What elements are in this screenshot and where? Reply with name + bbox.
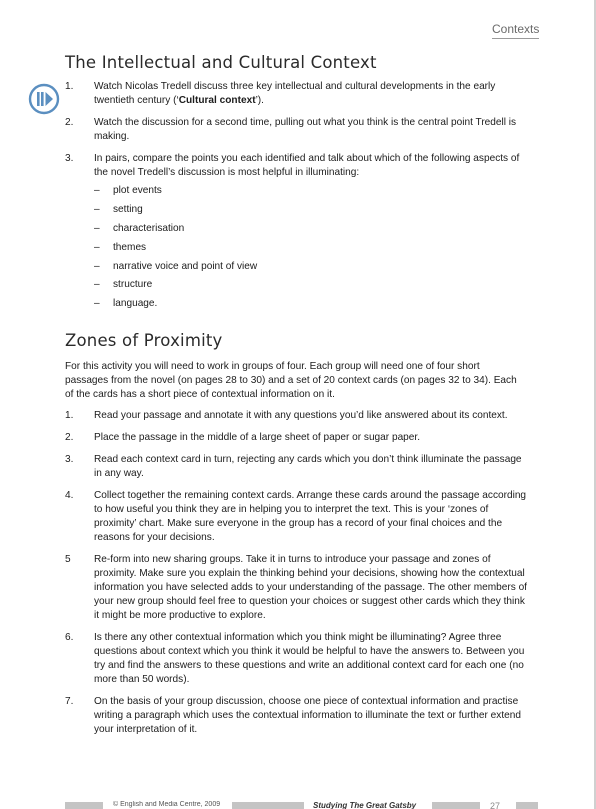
video-link-cultural-context[interactable]: Cultural context: [178, 95, 256, 106]
cultural-context-steps: [65, 80, 530, 319]
list-item: 6. Is there any other contextual information which you think might be illuminating? Agree three questions about context which you think it would be helpful to have the answers to. Between you try and find the answers to these questions and write an additional context card for each one (no more than 50 words).: [65, 632, 525, 685]
aspects-list: [94, 184, 530, 311]
page-number: 27: [490, 801, 501, 809]
section-heading-cultural-context: The Intellectual and Cultural Context: [65, 53, 377, 72]
zones-intro: For this activity you will need to work in groups of four. Each group will need one of four short passages from the novel (on pages 28 to 30) and a set of 20 context cards (on pages 32 to 34). Each of the cards has a short piece of contextual information on it.: [65, 361, 517, 400]
aspect-item: – plot events: [94, 185, 162, 196]
footer-title: Studying The Great Gatsby: [313, 801, 417, 809]
section-tag: Contexts: [492, 22, 539, 39]
zones-steps: [65, 409, 530, 745]
list-item: 1. Read your passage and annotate it with any questions you’d like answered about its context.: [65, 410, 508, 421]
aspect-item: – narrative voice and point of view: [94, 260, 258, 272]
list-item: 2. Place the passage in the middle of a large sheet of paper or sugar paper.: [65, 432, 421, 443]
section-heading-zones-of-proximity: Zones of Proximity: [65, 331, 223, 350]
footer-bar: [516, 802, 538, 809]
aspect-item: – language.: [94, 298, 158, 310]
list-item: 4. Collect together the remaining context cards. Arrange these cards around the passage according to how useful you think they are in helping you to interpret the text. This is your ‘zones of proximity’ chart. Make sure everyone in the group has a record of your final choices and the reasons for your decisions.: [65, 490, 527, 543]
list-item: 7. On the basis of your group discussion, choose one piece of contextual information and practise writing a paragraph which uses the contextual information to illuminate the text or further extend your interpretation of it.: [65, 696, 521, 735]
list-item: 2. Watch the discussion for a second time, pulling out what you think is the central point Tredell is making.: [65, 117, 517, 142]
aspect-item: – setting: [94, 203, 143, 215]
footer-bar: [232, 802, 304, 809]
aspect-item: – structure: [94, 279, 153, 291]
play-pause-icon[interactable]: [28, 83, 60, 115]
list-item: 5 Re-form into new sharing groups. Take it in turns to introduce your passage and zones of proximity. Make sure you explain the thinking behind your decisions, showing how the contextual information you have selected adds to your understanding of the passage. The other members of your new group should feel free to question your choices or suggest other cards which they think it might be more productive to explore.: [65, 554, 527, 621]
list-item: 3. In pairs, compare the points you each identified and talk about which of the following aspects of the novel Tredell’s discussion is most helpful in illuminating: – plot events – setting – characterisation – themes – narrative voice and point of view – structure – language.: [65, 152, 530, 311]
footer-bar: [65, 802, 103, 809]
page-footer: [0, 801, 596, 809]
list-item: 1. Watch Nicolas Tredell discuss three key intellectual and cultural developments in the early twentieth century (‘Cultural context’).: [65, 81, 496, 106]
aspect-item: – themes: [94, 241, 147, 253]
list-item: 3. Read each context card in turn, rejecting any cards which you don’t think illuminate the passage in any way.: [65, 454, 522, 479]
footer-copyright: © English and Media Centre, 2009: [113, 801, 221, 808]
aspect-item: – characterisation: [94, 222, 185, 234]
footer-bar: [432, 802, 480, 809]
